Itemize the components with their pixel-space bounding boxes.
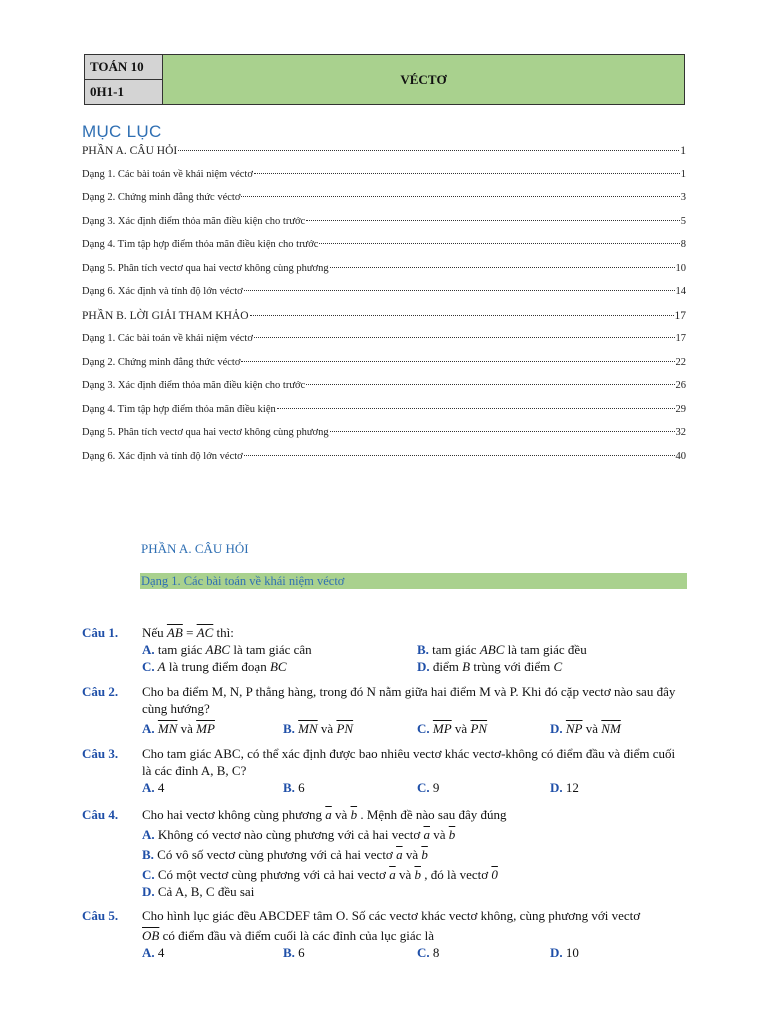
toc-item[interactable]: PHẦN A. CÂU HỎI 1 bbox=[82, 145, 686, 157]
toc-item[interactable]: Dạng 4. Tìm tập hợp điểm thỏa mãn điều kiện 29 bbox=[82, 403, 686, 415]
toc-item[interactable]: Dạng 2. Chứng minh đẳng thức véctơ 3 bbox=[82, 192, 686, 203]
toc-heading: MỤC LỤC bbox=[82, 122, 162, 141]
code-cell: 0H1-1 bbox=[85, 80, 163, 105]
title-cell: VÉCTƠ bbox=[163, 55, 685, 105]
option-b: B. bbox=[283, 780, 295, 795]
toc-item[interactable]: Dạng 6. Xác định và tính độ lớn véctơ 40 bbox=[82, 450, 686, 462]
question-label: Câu 1. bbox=[82, 625, 119, 640]
subject-cell: TOÁN 10 bbox=[85, 55, 163, 80]
toc-item[interactable]: Dạng 1. Các bài toán về khái niệm véctơ 17 bbox=[82, 333, 686, 344]
option-a: A. bbox=[142, 780, 155, 795]
option-c: C. bbox=[142, 659, 155, 674]
option-d: D. bbox=[142, 884, 155, 899]
toc-item[interactable]: Dạng 1. Các bài toán về khái niệm véctơ 1 bbox=[82, 168, 686, 180]
toc-item[interactable]: Dạng 3. Xác định điểm thỏa mãn điều kiện cho trước 26 bbox=[82, 380, 686, 391]
option-c: C. bbox=[417, 780, 430, 795]
option-b: B. bbox=[417, 642, 429, 657]
option-c: C. bbox=[417, 721, 430, 736]
option-d: D. bbox=[550, 780, 563, 795]
option-b: B. bbox=[142, 847, 154, 862]
toc-item[interactable]: Dạng 5. Phân tích vectơ qua hai vectơ không cùng phương 32 bbox=[82, 427, 686, 438]
option-b: B. bbox=[283, 721, 295, 736]
option-d: D. bbox=[550, 721, 563, 736]
option-a: A. bbox=[142, 827, 155, 842]
option-a: A. bbox=[142, 642, 155, 657]
dang1-heading: Dạng 1. Các bài toán về khái niệm véctơ bbox=[140, 573, 687, 589]
option-b: B. bbox=[283, 945, 295, 960]
toc-item[interactable]: Dạng 5. Phân tích vectơ qua hai vectơ không cùng phương 10 bbox=[82, 262, 686, 274]
option-c: C. bbox=[417, 945, 430, 960]
option-a: A. bbox=[142, 721, 155, 736]
option-d: D. bbox=[550, 945, 563, 960]
toc-item[interactable]: PHẦN B. LỜI GIẢI THAM KHẢO 17 bbox=[82, 309, 686, 322]
question-label: Câu 3. bbox=[82, 746, 119, 761]
toc-item[interactable]: Dạng 4. Tìm tập hợp điểm thỏa mãn điều kiện cho trước 8 bbox=[82, 239, 686, 250]
question-label: Câu 4. bbox=[82, 807, 119, 822]
option-d: D. bbox=[417, 659, 430, 674]
toc-item[interactable]: Dạng 6. Xác định và tính độ lớn véctơ 14 bbox=[82, 286, 686, 297]
header-table bbox=[84, 54, 685, 105]
table-of-contents bbox=[82, 145, 686, 474]
toc-item[interactable]: Dạng 3. Xác định điểm thỏa mãn điều kiện cho trước 5 bbox=[82, 215, 686, 227]
toc-item[interactable]: Dạng 2. Chứng minh đẳng thức véctơ 22 bbox=[82, 356, 686, 368]
question-label: Câu 2. bbox=[82, 684, 119, 699]
part-a-heading: PHẦN A. CÂU HỎI bbox=[141, 541, 249, 556]
option-c: C. bbox=[142, 867, 155, 882]
question-label: Câu 5. bbox=[82, 908, 119, 923]
option-a: A. bbox=[142, 945, 155, 960]
